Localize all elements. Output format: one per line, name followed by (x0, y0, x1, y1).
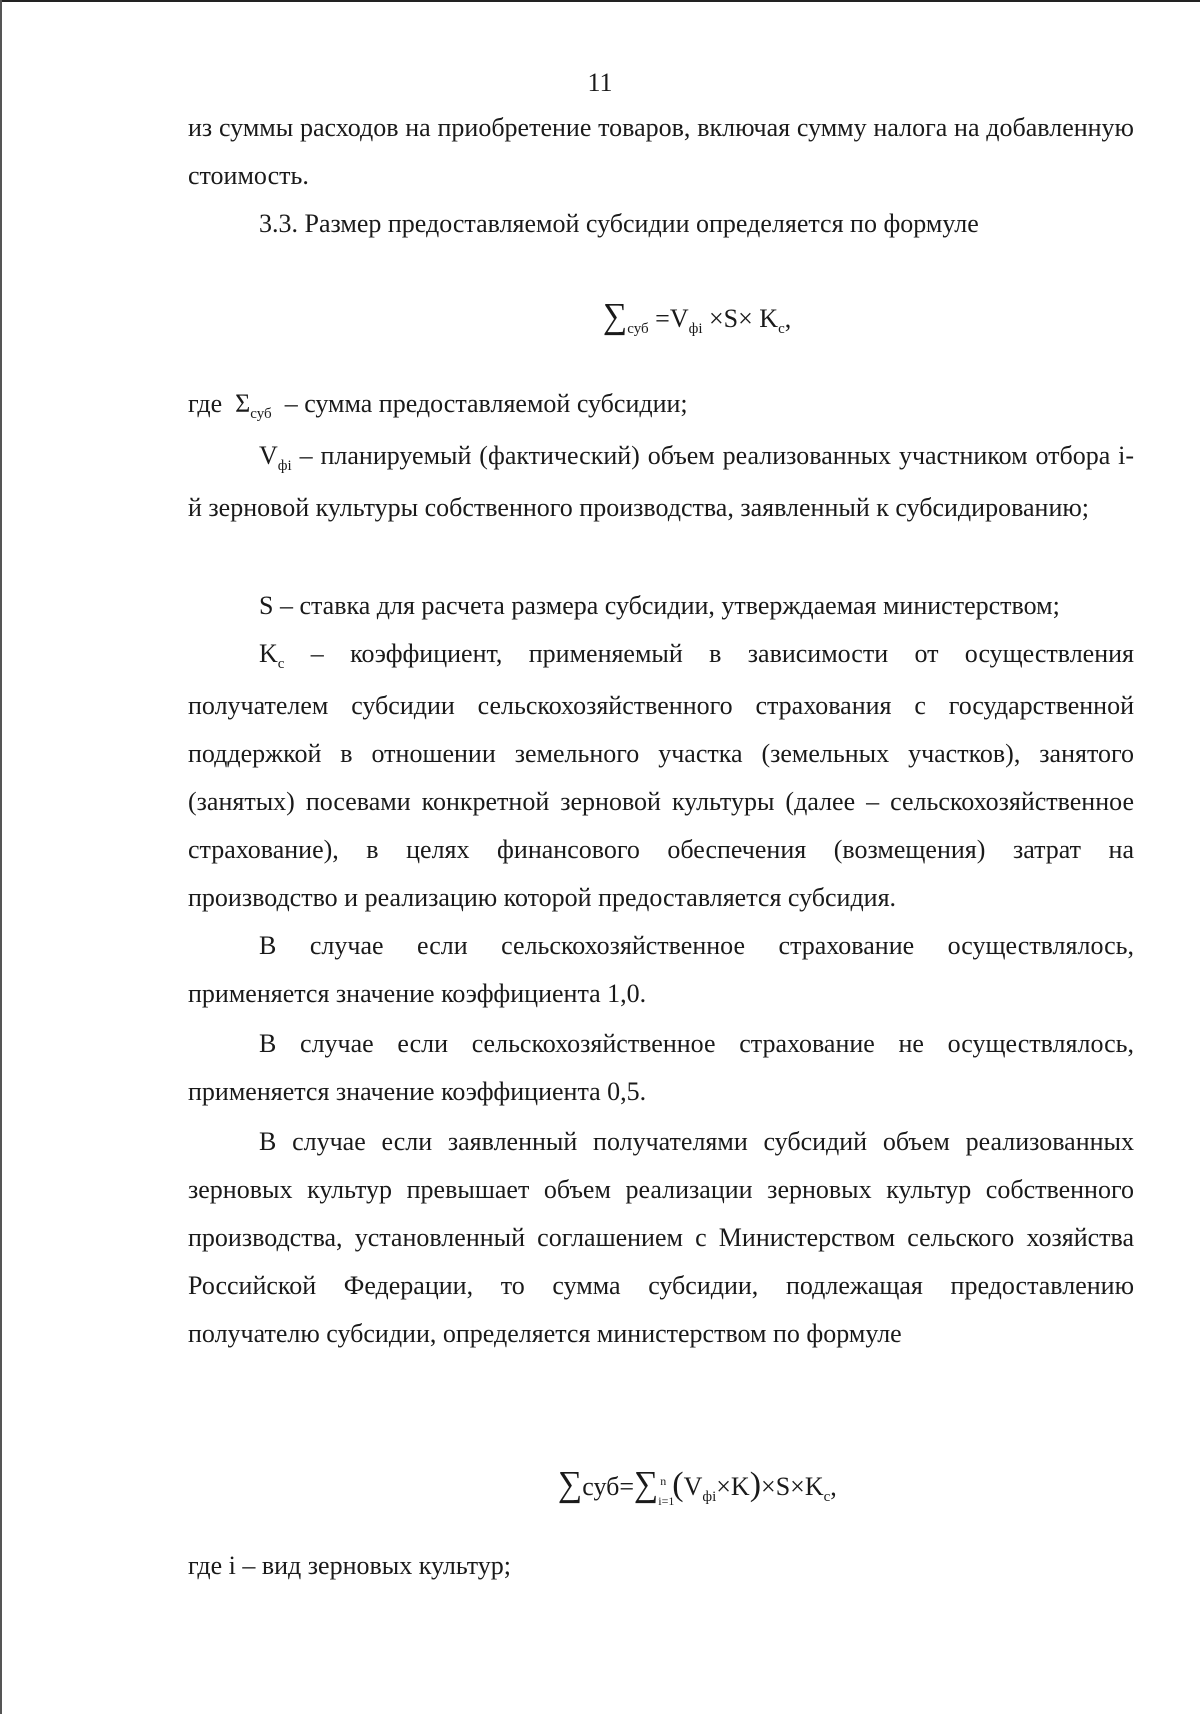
formula-times: ×S×K (761, 1472, 824, 1501)
definition-volume (188, 432, 1134, 532)
definition-prefix: где (188, 389, 223, 418)
page-left-border (0, 0, 2, 1714)
left-paren: ( (672, 1466, 684, 1503)
paragraph-excess-volume: В случае если заявленный получателями субсидий объем реализованных зерновых культур превышает объем реализации зерновых культур собственного производства, установленный соглашением с Министерством сельского хозяйства Российской Федерации, то сумма субсидии, подлежащая предоставлению получателю субсидии, определяется министерством по формуле (188, 1127, 1134, 1348)
formula-sub: фi (688, 321, 703, 337)
formula-var-v: V (669, 304, 689, 333)
definition-coefficient (188, 630, 1134, 922)
formula-tail: , (830, 1472, 837, 1501)
var-k: K (259, 639, 278, 668)
definition-index: где i – вид зерновых культур; (188, 1551, 511, 1580)
paragraph-insurance-yes: В случае если сельскохозяйственное страхование осуществлялось, применяется значение коэффициента 1,0. (188, 931, 1134, 1008)
formula-tail: , (784, 304, 792, 333)
formula-sub: фi (702, 1489, 717, 1505)
definition-text: – сумма предоставляемой субсидии; (284, 389, 688, 418)
definition-text: – коэффициент, применяемый в зависимости от осуществления получателем субсидии сельскохозяйственного страхования с государственной поддержкой в отношении земельного участка (земельных участков), занятого (занятых) посевами конкретной зерновой культуры (далее – сельскохозяйственное страхование), в целях финансового обеспечения (возмещения) затрат на производство и реализацию которой предоставляется субсидия. (188, 639, 1135, 912)
paragraph-continuation: из суммы расходов на приобретение товаров, включая сумму налога на добавленную стоимость. (188, 113, 1134, 190)
formula-sub: с (277, 656, 285, 672)
sum-symbol: Σ (235, 389, 251, 418)
formula-subsidy-sum (558, 1465, 837, 1509)
sum-symbol: ∑ (603, 297, 628, 336)
sum-upper-limit: n (660, 1474, 667, 1489)
formula-sub: фi (277, 458, 292, 474)
formula-var-v: V (683, 1472, 703, 1501)
paragraph-insurance-no: В случае если сельскохозяйственное страхование не осуществлялось, применяется значение коэффициента 0,5. (188, 1029, 1134, 1106)
formula-var-k: K (759, 304, 779, 333)
formula-sub: с (778, 321, 785, 337)
definition-rate: S – ставка для расчета размера субсидии, утверждаемая министерством; (259, 591, 1060, 620)
page-number: 11 (587, 68, 613, 97)
var-v: V (259, 441, 278, 470)
right-paren: ) (749, 1466, 762, 1503)
paragraph-formula-intro: 3.3. Размер предоставляемой субсидии определяется по формуле (259, 209, 979, 238)
formula-times: ×S× (709, 304, 753, 333)
sum-symbol: ∑ (558, 1465, 583, 1504)
definition-sum (188, 380, 1134, 432)
formula-inner: ×K (716, 1472, 750, 1501)
formula-sub: с (823, 1489, 831, 1505)
formula-lhs: суб= (582, 1472, 634, 1501)
sum-lower-limit: i=1 (658, 1494, 675, 1509)
definition-text: – планируемый (фактический) объем реализованных участником отбора i-й зерновой культуры собственного производства, заявленный к субсидированию; (188, 441, 1135, 522)
formula-subsidy-basic (603, 298, 791, 336)
formula-sub: суб (250, 406, 272, 422)
sum-symbol: ∑ (634, 1465, 659, 1504)
formula-equals: = (655, 304, 670, 333)
formula-sub: суб (627, 321, 649, 337)
page-top-border (0, 0, 1200, 2)
